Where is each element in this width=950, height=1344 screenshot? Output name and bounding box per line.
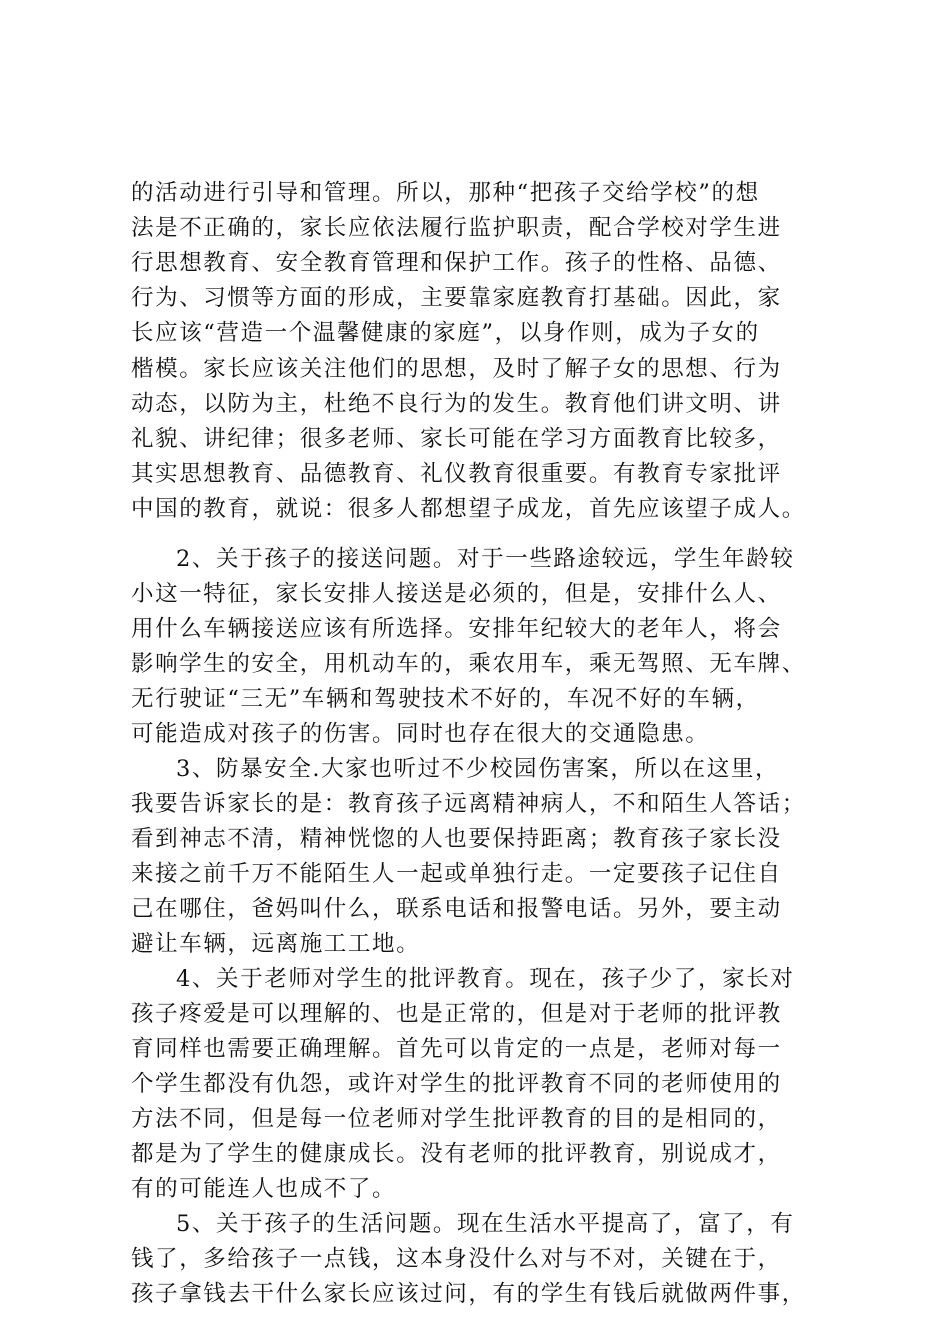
text-line: 避让车辆，远离施工工地。 bbox=[131, 931, 421, 957]
paragraph-2-first-line: 2、关于孩子的接送问题。对于一些路途较远，学生年龄较 bbox=[176, 546, 795, 572]
text-line: 有的可能连人也成不了。 bbox=[131, 1176, 397, 1202]
text-line: 方法不同，但是每一位老师对学生批评教育的目的是相同的， bbox=[131, 1106, 782, 1132]
text-line: 我要告诉家长的是：教育孩子远离精神病人，不和陌生人答话； bbox=[131, 791, 806, 817]
paragraph-4-first-line: 4、关于老师对学生的批评教育。现在，孩子少了，家长对 bbox=[176, 966, 795, 992]
text-line: 孩子疼爱是可以理解的、也是正常的，但是对于老师的批评教 bbox=[131, 1001, 782, 1027]
text-line: 都是为了学生的健康成长。没有老师的批评教育，别说成才， bbox=[131, 1141, 782, 1167]
text-line: 可能造成对孩子的伤害。同时也存在很大的交通隐患。 bbox=[131, 721, 710, 747]
text-line: 育同样也需要正确理解。首先可以肯定的一点是，老师对每一 bbox=[131, 1036, 782, 1062]
text-line: 楷模。家长应该关注他们的思想，及时了解子女的思想、行为 bbox=[131, 356, 782, 382]
text-line: 无行驶证“三无”车辆和驾驶技术不好的，车况不好的车辆， bbox=[131, 686, 760, 712]
text-line: 看到神志不清，精神恍惚的人也要保持距离；教育孩子家长没 bbox=[131, 826, 782, 852]
text-line: 影响学生的安全，用机动车的，乘农用车，乘无驾照、无车牌、 bbox=[131, 651, 806, 677]
text-line: 中国的教育，就说：很多人都想望子成龙，首先应该望子成人。 bbox=[131, 496, 806, 522]
text-line: 孩子拿钱去干什么家长应该过问，有的学生有钱后就做两件事， bbox=[131, 1281, 806, 1307]
paragraph-3-first-line: 3、防暴安全.大家也听过不少校园伤害案，所以在这里， bbox=[176, 756, 780, 782]
text-line: 法是不正确的，家长应依法履行监护职责，配合学校对学生进 bbox=[131, 215, 782, 241]
text-line: 小这一特征，家长安排人接送是必须的，但是，安排什么人、 bbox=[131, 581, 782, 607]
text-line: 其实思想教育、品德教育、礼仪教育很重要。有教育专家批评 bbox=[131, 461, 782, 487]
text-line: 长应该“营造一个温馨健康的家庭”，以身作则，成为子女的 bbox=[131, 320, 760, 346]
text-line: 的活动进行引导和管理。所以，那种“把孩子交给学校”的想 bbox=[131, 180, 760, 206]
text-line: 己在哪住，爸妈叫什么，联系电话和报警电话。另外，要主动 bbox=[131, 896, 782, 922]
text-line: 动态，以防为主，杜绝不良行为的发生。教育他们讲文明、讲 bbox=[131, 391, 782, 417]
text-line: 礼貌、讲纪律；很多老师、家长可能在学习方面教育比较多， bbox=[131, 426, 782, 452]
text-line: 行为、习惯等方面的形成，主要靠家庭教育打基础。因此，家 bbox=[131, 285, 782, 311]
text-line: 钱了，多给孩子一点钱，这本身没什么对与不对，关键在于， bbox=[131, 1246, 782, 1272]
text-line: 个学生都没有仇怨，或许对学生的批评教育不同的老师使用的 bbox=[131, 1071, 782, 1097]
text-line: 行思想教育、安全教育管理和保护工作。孩子的性格、品德、 bbox=[131, 250, 782, 276]
text-line: 来接之前千万不能陌生人一起或单独行走。一定要孩子记住自 bbox=[131, 861, 782, 887]
text-line: 用什么车辆接送应该有所选择。安排年纪较大的老年人，将会 bbox=[131, 616, 782, 642]
paragraph-5-first-line: 5、关于孩子的生活问题。现在生活水平提高了，富了，有 bbox=[176, 1211, 795, 1237]
